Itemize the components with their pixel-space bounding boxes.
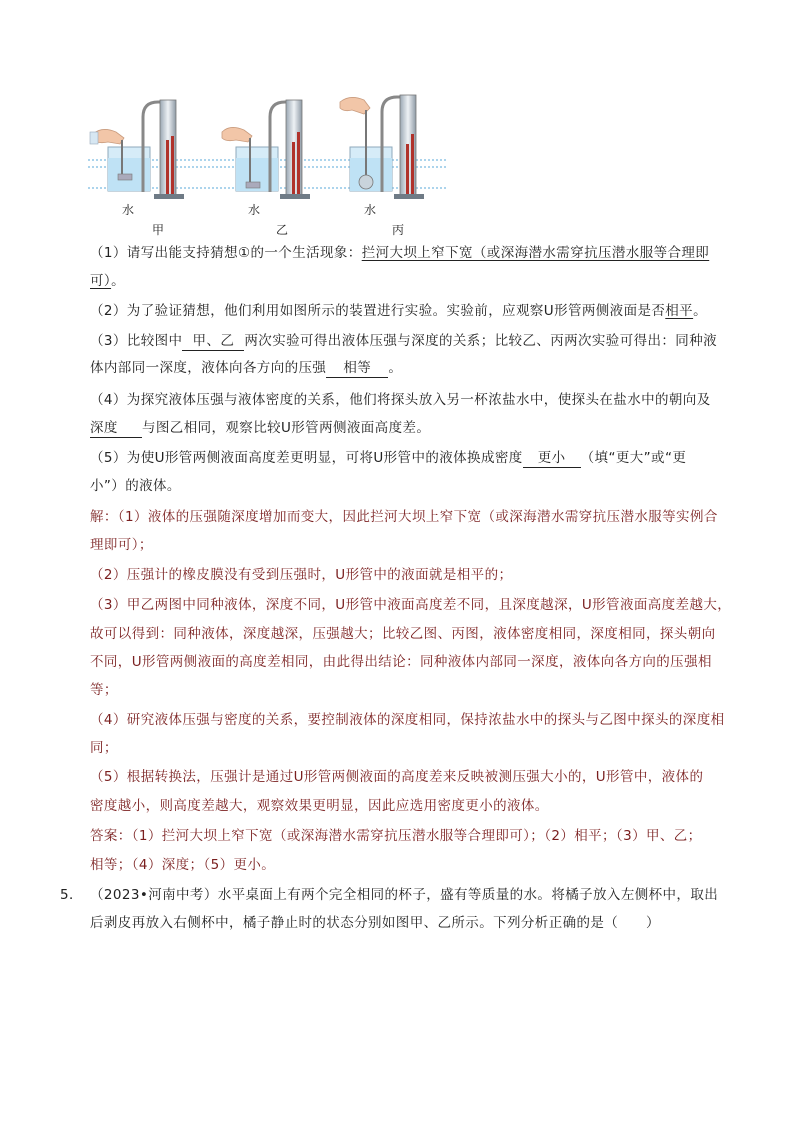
label-water-1: 水 xyxy=(121,203,135,217)
q2-suffix: 。 xyxy=(693,303,707,319)
q3-p2: 两次实验可得出液体压强与深度的关系；比较乙、丙两次实验可得出：同种液 xyxy=(244,333,717,349)
next-question-line1: （2023•河南中考）水平桌面上有两个完全相同的杯子，盛有等质量的水。将橘子放入左侧杯中，取出 xyxy=(90,887,719,903)
pressure-gauge-figure xyxy=(88,92,448,240)
q3-line2-prefix: 体内部同一深度，液体向各方向的压强 xyxy=(90,360,327,376)
q5-line2: 小”）的液体。 xyxy=(90,478,181,494)
q1-suffix: 。 xyxy=(111,273,125,289)
solution-line: 故可以得到：同种液体，深度越深，压强越大；比较乙图、丙图，液体密度相同，深度相同，探头朝向 xyxy=(90,626,716,642)
solution-line: 同； xyxy=(90,740,118,756)
q5-number: 5． xyxy=(60,887,83,903)
solution-line: 密度越小，则高度差越大，观察效果更明显，因此应选用密度更小的液体。 xyxy=(90,798,549,814)
solution-line: （5）根据转换法，压强计是通过U形管两侧液面的高度差来反映被测压强大小的，U形管中，液体的 xyxy=(90,769,704,785)
q3-suffix: 。 xyxy=(388,360,403,376)
q4-line2-suffix: 与图乙相同，观察比较U形管两侧液面高度差。 xyxy=(142,420,431,436)
q2-prefix: （2）为了验证猜想，他们利用如图所示的装置进行实验。实验前，应观察U形管两侧液面是否 xyxy=(90,303,666,319)
label-bing: 丙 xyxy=(391,223,405,237)
q4-answer: 深度 xyxy=(90,420,142,438)
q5-answer: 更小 xyxy=(523,450,581,468)
q3-line1 xyxy=(90,331,717,351)
q5-line1 xyxy=(90,448,686,468)
apparatus-yi xyxy=(222,100,310,199)
q3-answer-1: 甲、乙 xyxy=(182,333,244,351)
label-water-3: 水 xyxy=(363,203,377,217)
q5-line1-suffix: （填“更大”或“更 xyxy=(580,450,687,466)
answer-line: 相等；（4）深度；（5）更小。 xyxy=(90,857,276,873)
q1-line2 xyxy=(90,271,125,291)
solution-line: 解：（1）液体的压强随深度增加而变大，因此拦河大坝上窄下宽（或深海潜水需穿抗压潜水服等实例合 xyxy=(90,509,718,525)
q4-line1: （4）为探究液体压强与液体密度的关系，他们将探头放入另一杯浓盐水中，使探头在盐水中的朝向及 xyxy=(90,392,711,408)
label-water-2: 水 xyxy=(247,203,261,217)
label-jia: 甲 xyxy=(151,223,165,237)
q1-prefix: （1）请写出能支持猜想①的一个生活现象： xyxy=(90,245,362,261)
solution-line: 理即可）； xyxy=(90,537,153,553)
q5-prefix: （5）为使U形管两侧液面高度差更明显，可将U形管中的液体换成密度 xyxy=(90,450,523,466)
q4-line2 xyxy=(90,418,430,438)
solution-line: （2）压强计的橡皮膜没有受到压强时，U形管中的液面就是相平的； xyxy=(90,567,513,583)
q3-line2 xyxy=(90,358,402,378)
q3-answer-2: 相等 xyxy=(326,360,388,378)
solution-line: 不同，U形管两侧液面的高度差相同，由此得出结论：同种液体内部同一深度，液体向各方向的压强相 xyxy=(90,654,712,670)
q2-answer: 相平 xyxy=(665,303,694,319)
q3-p1: （3）比较图中 xyxy=(90,333,183,349)
answer-line: 答案：（1）拦河大坝上窄下宽（或深海潜水需穿抗压潜水服等合理即可）；（2）相平；（3）甲、乙； xyxy=(90,828,702,844)
q1-line1 xyxy=(90,243,709,263)
q2-line xyxy=(90,301,707,321)
q1-answer-part1: 拦河大坝上窄下宽（或深海潜水需穿抗压潜水服等合理即 xyxy=(361,245,710,261)
apparatus-bing xyxy=(340,95,424,199)
solution-line: 等； xyxy=(90,682,118,698)
next-question-line2: 后剥皮再放入右侧杯中，橘子静止时的状态分别如图甲、乙所示。下列分析正确的是（ ） xyxy=(90,915,660,931)
solution-line: （3）甲乙两图中同种液体，深度不同，U形管中液面高度差不同，且深度越深，U形管液面高度差越大， xyxy=(90,597,732,613)
q1-answer-part2: 可） xyxy=(90,273,112,289)
solution-line: （4）研究液体压强与密度的关系，要控制液体的深度相同，保持浓盐水中的探头与乙图中探头的深度相 xyxy=(90,712,725,728)
apparatus-jia xyxy=(90,100,184,199)
label-yi: 乙 xyxy=(275,223,289,237)
